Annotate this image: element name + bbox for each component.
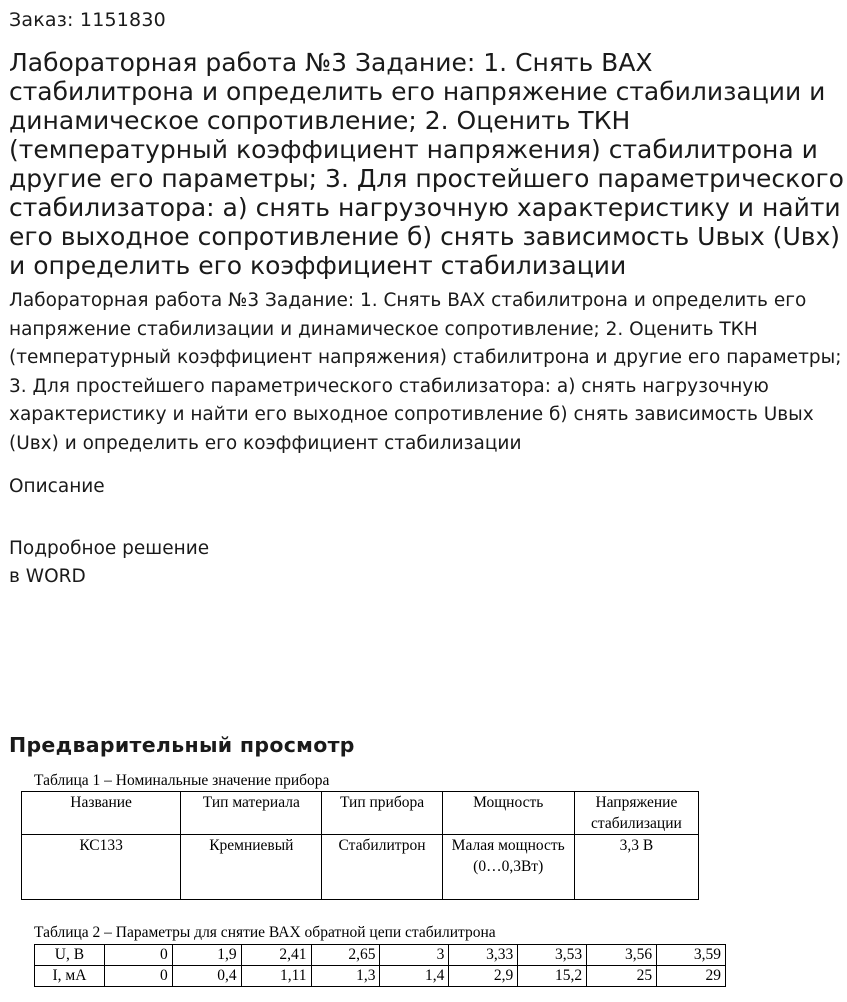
table1-cell: Кремниевый [181, 835, 322, 900]
table1-header-cell: Название [22, 792, 181, 835]
table2-cell: 3,59 [657, 945, 726, 966]
table1-caption: Таблица 1 – Номинальные значение прибора [34, 772, 330, 789]
order-number: 1151830 [79, 9, 166, 31]
table1-cell: Стабилитрон [322, 835, 442, 900]
table2-cell: 25 [587, 966, 657, 987]
table1-header-cell: Напряжение стабилизации [574, 792, 698, 835]
table2-cell: 0 [104, 945, 172, 966]
table1-data-row [22, 835, 699, 900]
description-label: Описание [9, 476, 105, 497]
table2-cell: 0,4 [172, 966, 241, 987]
table1-header-cell: Тип прибора [322, 792, 442, 835]
table2-cell: 1,9 [172, 945, 241, 966]
page-title: Лабораторная работа №3 Задание: 1. Снять ВАХ стабилитрона и определить его напряжение стабилизации и динамическое сопротивление; 2. Оценить ТКН (температурный коэффициент напряжения) стабилитрона и другие его параметры; 3. Для простейшего параметрического стабилизатора: а) снять нагрузочную характеристику и найти его выходное сопротивление б) снять зависимость Uвых (Uвх) и определить его коэффициент стабилизации [9, 48, 844, 280]
table2-cell: 2,41 [241, 945, 311, 966]
table2-cell: 2,9 [449, 966, 518, 987]
order-line [9, 9, 166, 31]
table1-header-cell: Мощность [442, 792, 574, 835]
table1-cell: КС133 [22, 835, 181, 900]
table2-cell: 1,3 [311, 966, 380, 987]
preview-heading: Предварительный просмотр [9, 733, 355, 757]
solution-line-2: в WORD [9, 566, 86, 587]
table1 [21, 791, 699, 900]
table2-caption: Таблица 2 – Параметры для снятие ВАХ обратной цепи стабилитрона [34, 924, 496, 941]
table2-cell: 3 [380, 945, 449, 966]
table1-header-row [22, 792, 699, 835]
table2-cell: 3,53 [518, 945, 587, 966]
table2-row-label: U, В [35, 945, 105, 966]
table2 [34, 944, 726, 987]
table2-cell: 15,2 [518, 966, 587, 987]
table2-cell: 0 [104, 966, 172, 987]
table2-cell: 3,33 [449, 945, 518, 966]
table2-cell: 1,11 [241, 966, 311, 987]
table2-cell: 1,4 [380, 966, 449, 987]
order-label: Заказ: [9, 9, 74, 31]
table1-cell: 3,3 В [574, 835, 698, 900]
table2-cell: 2,65 [311, 945, 380, 966]
solution-label [9, 535, 209, 591]
table2-cell: 3,56 [587, 945, 657, 966]
table2-row-voltage [35, 945, 726, 966]
table1-header-cell: Тип материала [181, 792, 322, 835]
solution-line-1: Подробное решение [9, 538, 210, 559]
table2-row-current [35, 966, 726, 987]
table2-cell: 29 [657, 966, 726, 987]
table2-row-label: I, мА [35, 966, 105, 987]
task-description: Лабораторная работа №3 Задание: 1. Снять ВАХ стабилитрона и определить его напряжение стабилизации и динамическое сопротивление; 2. Оценить ТКН (температурный коэффициент напряжения) стабилитрона и другие его параметры; 3. Для простейшего параметрического стабилизатора: а) снять нагрузочную характеристику и найти его выходное сопротивление б) снять зависимость Uвых (Uвх) и определить его коэффициент стабилизации [9, 290, 842, 454]
document-preview [0, 770, 847, 1002]
table1-cell: Малая мощность (0…0,3Вт) [442, 835, 574, 900]
